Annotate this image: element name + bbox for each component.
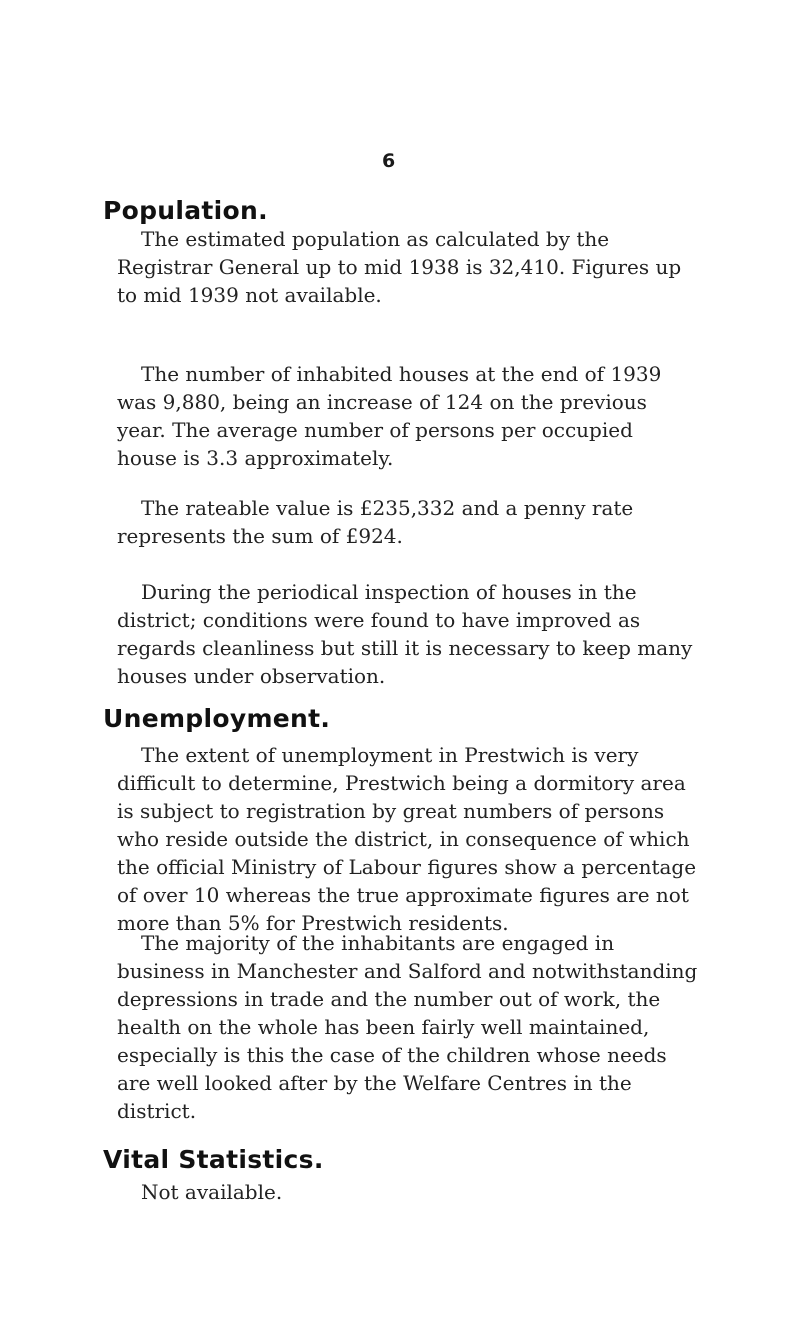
population-paragraph-houses: The number of inhabited houses at the end of 1939 was 9,880, being an increase of 124 on the previous year. The average number of persons per occupied house is 3.3 approximately.	[117, 362, 662, 470]
vital-statistics-paragraph: Not available.	[141, 1180, 283, 1204]
population-heading: Population.	[103, 196, 268, 225]
unemployment-paragraph-extent: The extent of unemployment in Prestwich is very difficult to determine, Prestwich being a dormitory area is subject to registration by great numbers of persons who reside outside the district, in consequence of which the official Ministry of Labour figures show a percentage of over 10 whereas the true approximate figures are not more than 5% for Prestwich residents.	[117, 743, 697, 935]
population-paragraph-estimate: The estimated population as calculated by the Registrar General up to mid 1938 is 32,410. Figures up to mid 1939 not available.	[117, 227, 682, 307]
unemployment-heading: Unemployment.	[103, 704, 331, 733]
population-paragraph-inspection: During the periodical inspection of houses in the district; conditions were found to have improved as regards cleanliness but still it is necessary to keep many houses under observation.	[117, 580, 693, 688]
vital-statistics-heading: Vital Statistics.	[103, 1145, 324, 1174]
page-number: 6	[382, 150, 396, 172]
unemployment-paragraph-majority: The majority of the inhabitants are engaged in business in Manchester and Salford and notwithstanding depressions in trade and the number out of work, the health on the whole has been fairly well maintained, especially is this the case of the children whose needs are well looked after by the Welfare Centres in the district.	[117, 931, 698, 1123]
population-paragraph-rateable-value: The rateable value is £235,332 and a penny rate represents the sum of £924.	[117, 496, 634, 548]
